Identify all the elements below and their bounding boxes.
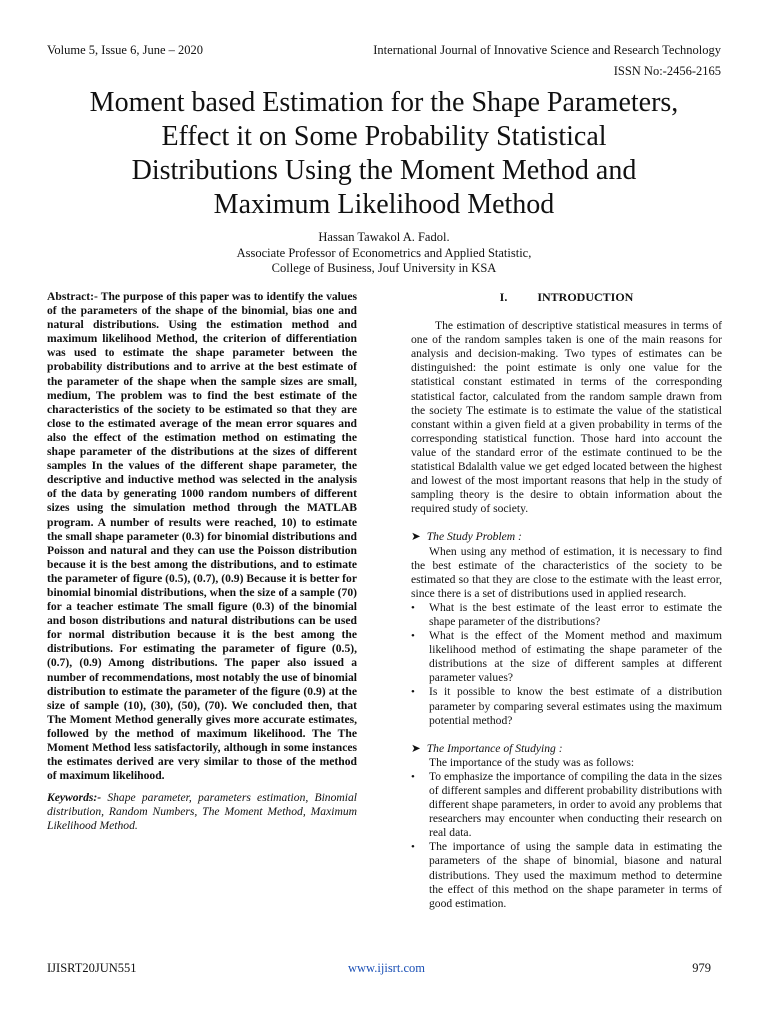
intro-paragraph: The estimation of descriptive statistical measures in terms of one of the random samples taken is one of the main reasons for analysis and decision-making. Two types of estimates can be distinguished: the point estimate is only one value for the statistical constant estimated in terms of the corresponding statistical factor, calculated from the random sample drawn from the society The estimate is to estimate the value of the statistical constant within a given field at a given probability in terms of the corresponding statistical function. Those hard into account the value of the standard error of the estimate continued to be the statistical Bdalalth value we get edged located between the highest and lowest of the most important reasons that help in the study of sampling theory is the desire to obtain information about the required study of society. — [411, 319, 722, 516]
list-item: • To emphasize the importance of compiling the data in the sizes of different samples and different probability distributions with different shape parameters, in order to avoid any problems that researchers may encounter when conducting their research on real data. — [411, 769, 722, 840]
bullet-icon: • — [411, 601, 415, 614]
paper-code: IJISRT20JUN551 — [47, 961, 137, 975]
right-column — [411, 290, 722, 911]
section-number: I. — [499, 290, 508, 304]
bullet-icon: • — [411, 686, 415, 699]
bullet-icon: • — [411, 841, 415, 854]
volume-issue: Volume 5, Issue 6, June – 2020 — [47, 43, 204, 57]
section-title: INTRODUCTION — [537, 290, 634, 304]
paper-title — [40, 86, 728, 222]
page-number: 979 — [692, 961, 711, 975]
title-line: Maximum Likelihood Method — [213, 189, 555, 220]
section-heading — [411, 290, 722, 304]
abstract: Abstract:- The purpose of this paper was to identify the values of the parameters of the shape of the binomial, bias one and natural distributions. Using the estimation method and maximum likelihood Method, the criterion of differentiation was used to estimate the shape parameter between the probability distributions and to arrive at the best estimate of the parameter of the shape when the sample sizes are small, medium, The problem was to find the best estimate of the characteristics of the society to be estimated so that they are close to the estimated average of the mean error squares and also the effect of the estimation method on estimating the shape parameter of the distributions at the sizes of different samples In the values of the different shape parameter, the descriptive and inductive method was selected in the analysis of the data by generating 1000 random numbers of different sizes using the simulation method through the MATLAB program. A number of results were reached, 10) to estimate the small shape parameter (0.3) for binomial distributions and Poisson and natural and they can use the Poisson distribution because it is the best among the distributions, and to estimate the parameter of figure (0.5), (0.7), (0.9) Because it is better for binomial binomial distributions, when the size of a sample (70) for a teacher estimate The small figure (0.3) of the binomial and boson distributions and natural distributions can be used for normal distribution because it is the best among the distributions. For estimating the parameter of figure (0.5), (0.7), (0.9) Among distributions. The paper also issued a number of recommendations, most notably the use of binomial distribution to estimate the parameter of the figure (0.9) at the size of sample (10), (30), (50), (70). We concluded then, that The Moment Method generally gives more accurate estimates, followed by the method of maximum likelihood. The The Moment Method less satisfactorily, although in some instances the estimates derived are very similar to those of the method of maximum likelihood. — [47, 290, 357, 783]
list-item: • Is it possible to know the best estimate of a distribution parameter by comparing several estimates using the maximum potential method? — [411, 685, 722, 727]
subsection-heading — [411, 742, 722, 756]
title-line: Distributions Using the Moment Method and — [131, 155, 637, 186]
author-block — [40, 230, 728, 277]
bullet-icon: • — [411, 630, 415, 643]
subsection-title: The Importance of Studying : — [426, 741, 563, 755]
list-item: • The importance of using the sample data in estimating the parameters of the shape of binomial, biasone and natural distributions. They used the maximum method to determine the effect of this method on the shape parameter in terms of good estimation. — [411, 840, 722, 910]
journal-url-link[interactable]: www.ijisrt.com — [348, 961, 425, 975]
subsection-title: The Study Problem : — [426, 530, 522, 544]
importance-text: The importance of the study was as follows: — [429, 755, 635, 769]
importance-list — [411, 770, 722, 911]
list-item: • What is the effect of the Moment method and maximum likelihood method of estimating the shape parameter of the distributions at the size of different samples at different parameter values? — [411, 629, 722, 685]
study-problem-list — [411, 601, 722, 728]
list-item: • What is the best estimate of the least error to estimate the shape parameter of the distributions? — [411, 600, 722, 628]
title-line: Moment based Estimation for the Shape Parameters, — [89, 87, 679, 118]
keywords-label: Keywords:- — [47, 791, 102, 805]
author-affiliation: College of Business, Jouf University in KSA — [271, 261, 497, 275]
study-problem-text: When using any method of estimation, it is necessary to find the best estimate of the characteristics of the society to be estimated so that they are close to the estimate with the least error, since there is a set of distributions used in applied research. — [411, 544, 722, 600]
journal-name: International Journal of Innovative Science and Research Technology — [373, 43, 721, 57]
arrow-icon: ➤ — [411, 530, 421, 544]
title-line: Effect it on Some Probability Statistical — [161, 121, 607, 152]
subsection-heading — [411, 530, 722, 544]
bullet-icon: • — [411, 770, 415, 783]
issn: ISSN No:-2456-2165 — [613, 64, 721, 78]
author-position: Associate Professor of Econometrics and Applied Statistic, — [236, 245, 532, 260]
keywords — [47, 791, 357, 833]
left-column — [47, 290, 357, 834]
author-name: Hassan Tawakol A. Fadol. — [318, 230, 450, 244]
arrow-icon: ➤ — [411, 741, 421, 755]
keywords-text: Shape parameter, parameters estimation, Binomial distribution, Random Numbers, The Moment Method, Maximum Likelihood Method. — [47, 791, 357, 833]
